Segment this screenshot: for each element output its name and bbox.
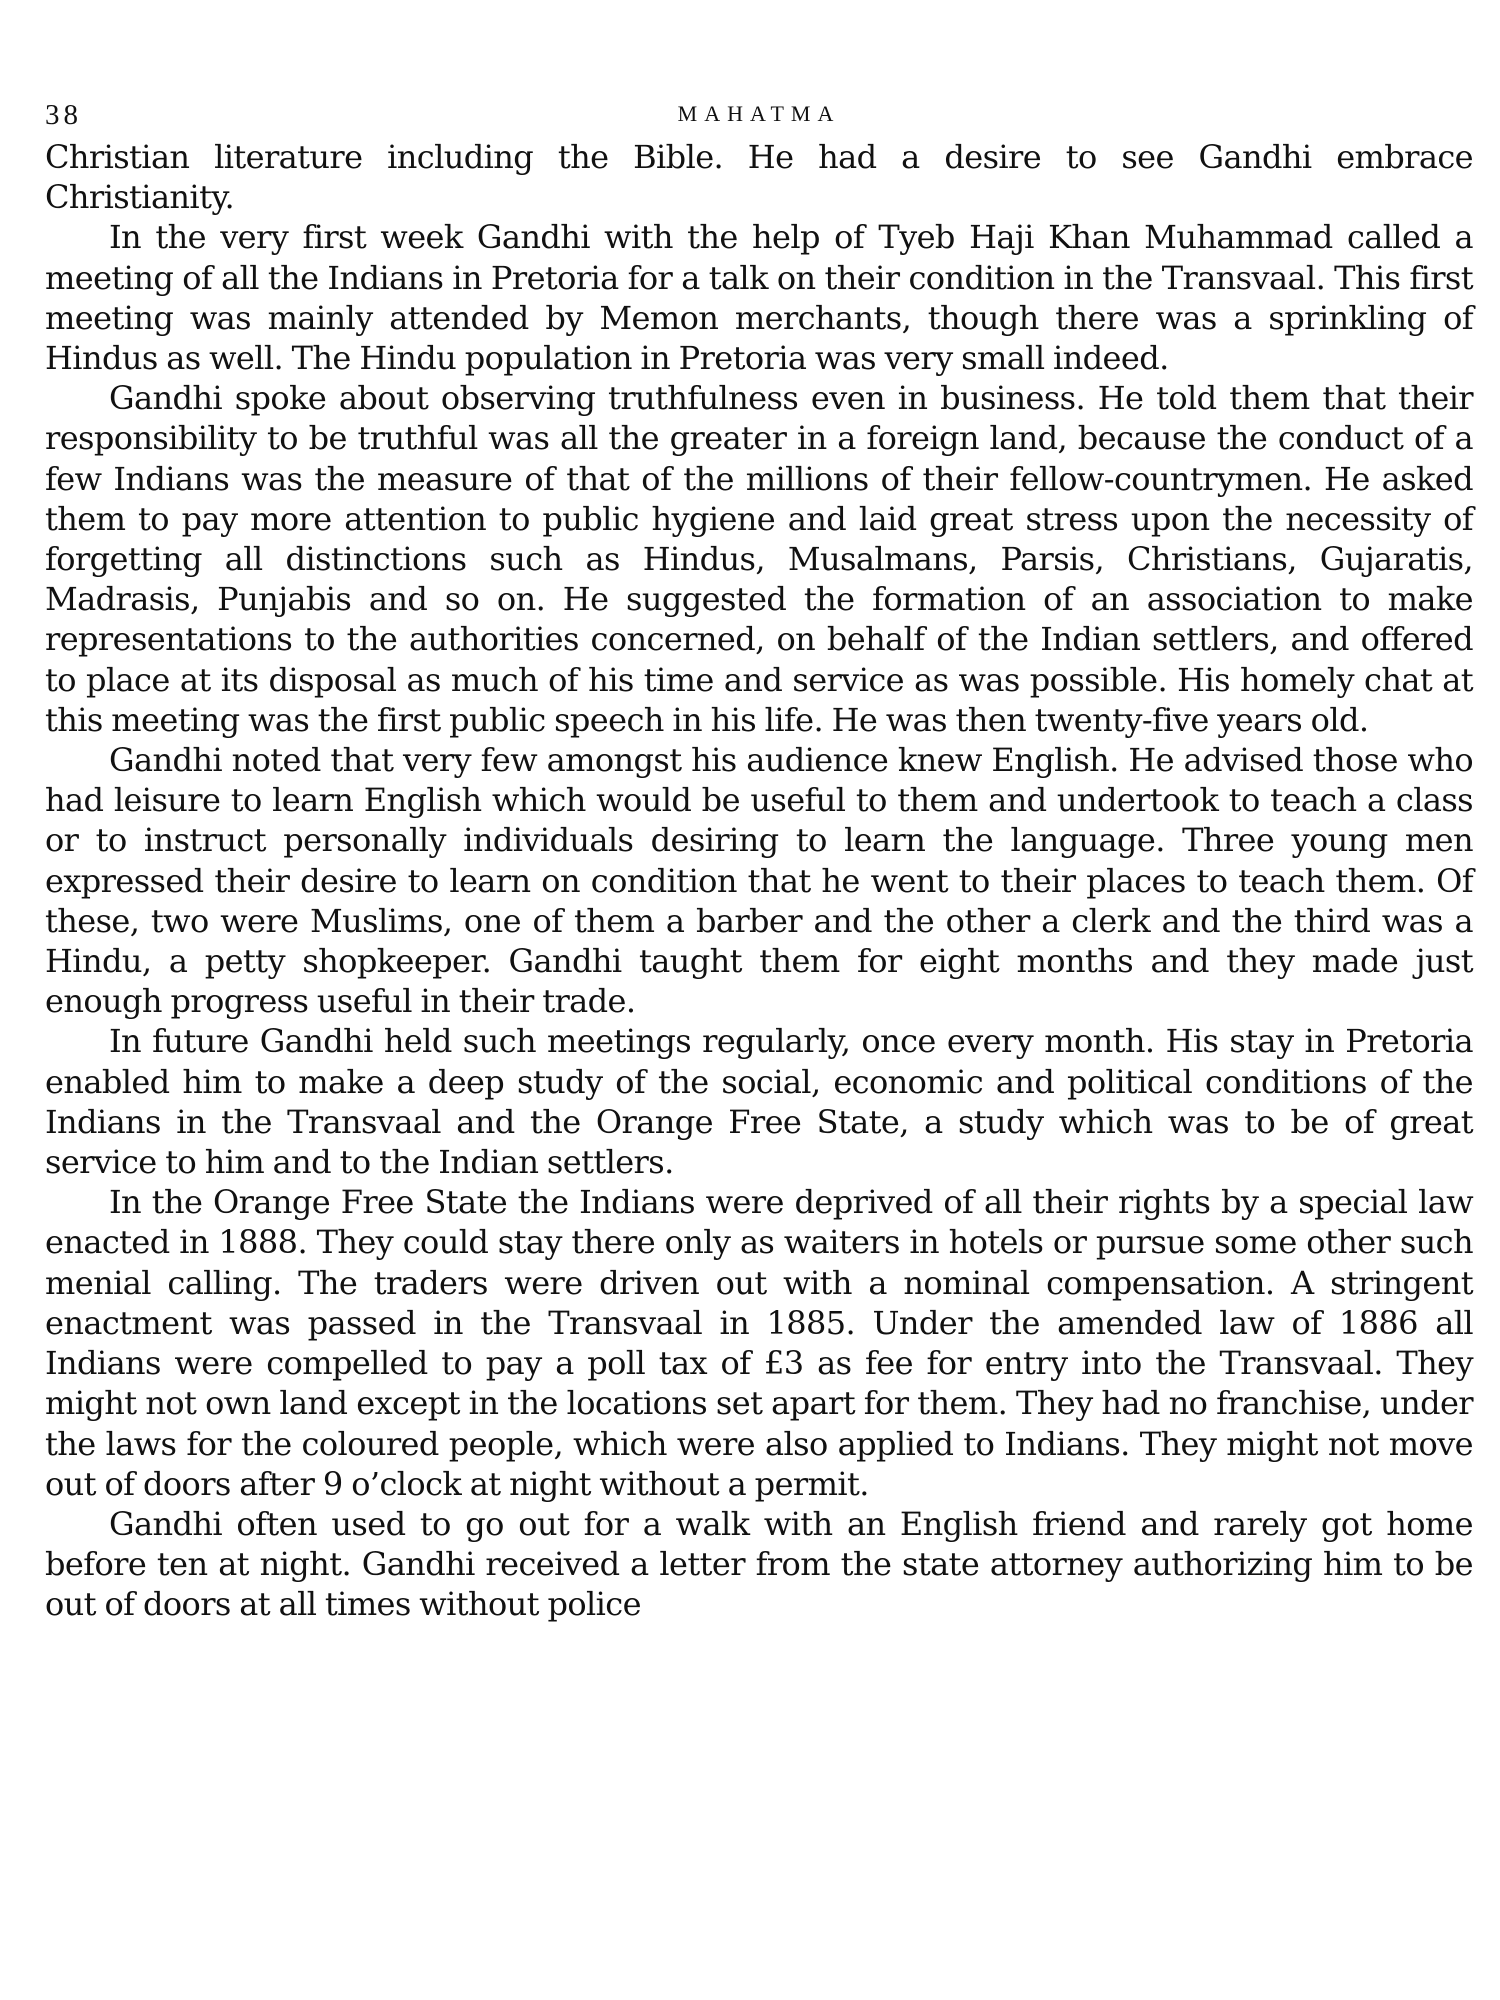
paragraph-5: In future Gandhi held such meetings regularly, once every month. His stay in Pretoria enabled him to make a deep study of the social, economic and political conditions of the Indians in the Transvaal and the Orange Free State, a study which was to be of great service to him and to the Indian settlers. — [45, 1022, 1473, 1182]
paragraph-1: Christian literature including the Bible. He had a desire to see Gandhi embrace Christianity. — [45, 138, 1473, 217]
paragraph-7: Gandhi often used to go out for a walk with an English friend and rarely got home before ten at night. Gandhi received a letter from the state attorney authorizing him to be out of doors at all times without police — [45, 1504, 1473, 1624]
running-title: MAHATMA — [677, 101, 841, 126]
paragraph-4: Gandhi noted that very few amongst his audience knew English. He advised those who had leisure to learn English which would be useful to them and undertook to teach a class or to instruct personally individuals desiring to learn the language. Three young men expressed their desire to learn on condition that he went to their places to teach them. Of these, two were Muslims, one of them a barber and the other a clerk and the third was a Hindu, a petty shopkeeper. Gandhi taught them for eight months and they made just enough progress useful in their trade. — [45, 741, 1473, 1021]
paragraph-2: In the very first week Gandhi with the help of Tyeb Haji Khan Muhammad called a meeting of all the Indians in Pretoria for a talk on their condition in the Transvaal. This first meeting was mainly attended by Memon merchants, though there was a sprinkling of Hindus as well. The Hindu population in Pretoria was very small indeed. — [45, 218, 1473, 378]
body-text — [45, 137, 1473, 1625]
paragraph-3: Gandhi spoke about observing truthfulness even in business. He told them that their responsibility to be truthful was all the greater in a foreign land, because the conduct of a few Indians was the measure of that of the millions of their fellow-countrymen. He asked them to pay more attention to public hygiene and laid great stress upon the necessity of forgetting all distinctions such as Hindus, Musalmans, Parsis, Christians, Gujaratis, Madrasis, Punjabis and so on. He suggested the formation of an association to make representations to the authorities concerned, on behalf of the Indian settlers, and offered to place at its disposal as much of his time and service as was possible. His homely chat at this meeting was the first public speech in his life. He was then twenty-five years old. — [45, 379, 1473, 739]
paragraph-6: In the Orange Free State the Indians were deprived of all their rights by a special law enacted in 1888. They could stay there only as waiters in hotels or pursue some other such menial calling. The traders were driven out with a nominal compensation. A stringent enactment was passed in the Transvaal in 1885. Under the amended law of 1886 all Indians were compelled to pay a poll tax of £3 as fee for entry into the Transvaal. They might not own land except in the locations set apart for them. They had no franchise, under the laws for the coloured people, which were also applied to Indians. They might not move out of doors after 9 o’clock at night without a permit. — [45, 1183, 1473, 1503]
page-number: 38 — [45, 99, 82, 131]
book-page — [45, 95, 1473, 1625]
running-head — [45, 95, 1473, 137]
